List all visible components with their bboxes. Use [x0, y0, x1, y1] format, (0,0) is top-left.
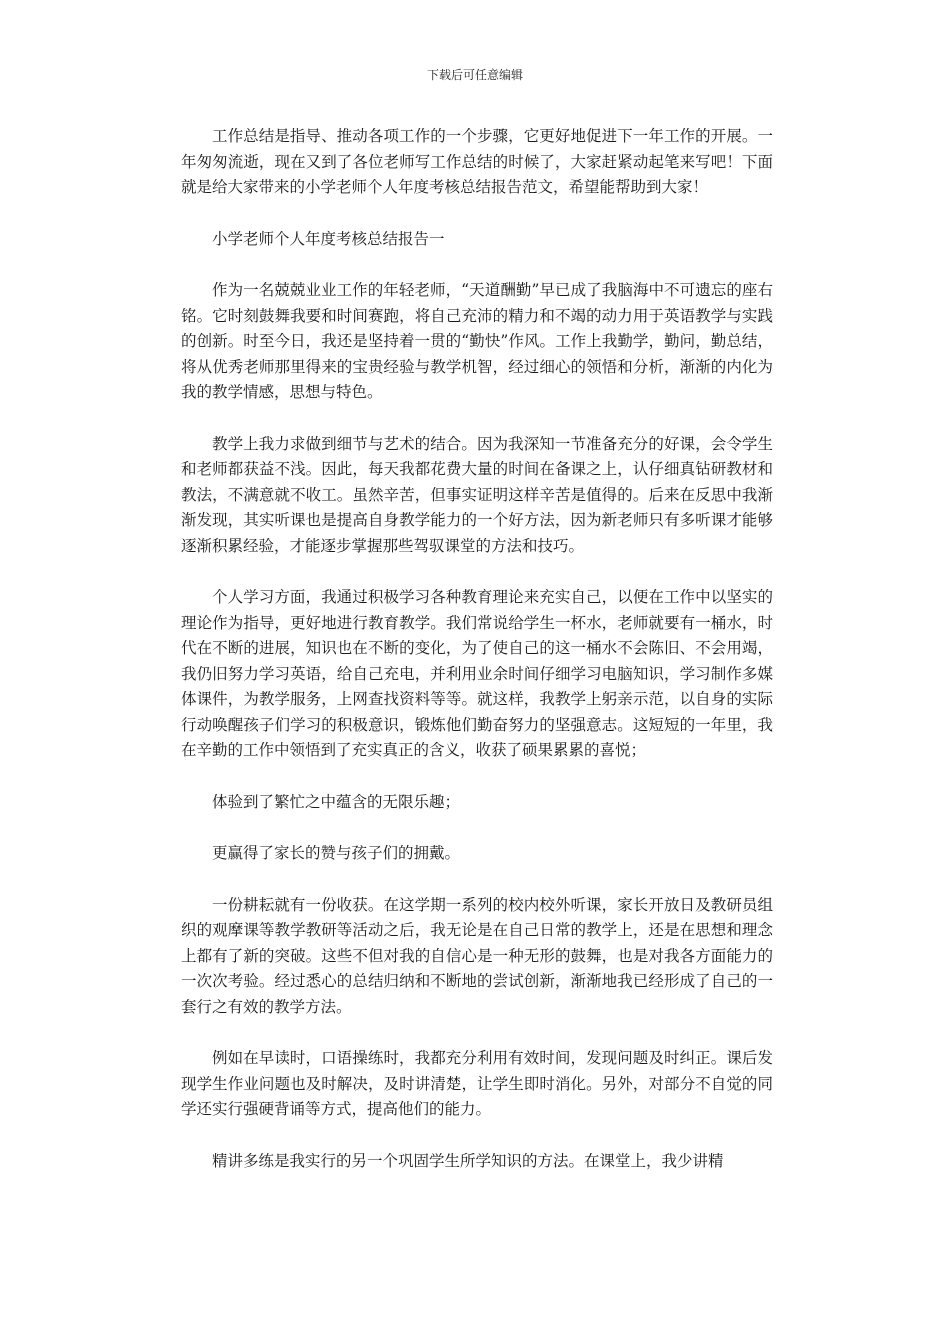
section-heading: 小学老师个人年度考核总结报告一 [212, 229, 445, 248]
document-body [181, 124, 773, 1200]
body-paragraph: 例如在早读时，口语操练时，我都充分利用有效时间，发现问题及时纠正。课后发现学生作业问题也及时解决，及时讲清楚，让学生即时消化。另外，对部分不自觉的同学还实行强硬背诵等方式，提高他们的能力。 [181, 1049, 773, 1118]
body-paragraph: 个人学习方面，我通过积极学习各种教育理论来充实自己，以便在工作中以坚实的理论作为指导，更好地进行教育教学。我们常说给学生一杯水，老师就要有一桶水，时代在不断的进展，知识也在不断的变化，为了使自己的这一桶水不会陈旧、不会用竭，我仍旧努力学习英语，给自己充电，并利用业余时间仔细学习电脑知识，学习制作多媒体课件，为教学服务，上网查找资料等等。就这样，我教学上躬亲示范，以自身的实际行动唤醒孩子们学习的积极意识，锻炼他们勤奋努力的坚强意志。这短短的一年里，我在辛勤的工作中领悟到了充实真正的含义，收获了硕果累累的喜悦； [181, 588, 773, 759]
body-paragraph: 作为一名兢兢业业工作的年轻老师，“天道酬勤”早已成了我脑海中不可遗忘的座右铭。它时刻鼓舞我要和时间赛跑，将自己充沛的精力和不竭的动力用于英语教学与实践的创新。时至今日，我还是坚持着一贯的“勤快”作风。工作上我勤学，勤问，勤总结，将从优秀老师那里得来的宝贵经验与教学机智，经过细心的领悟和分析，渐渐的内化为我的教学情感，思想与特色。 [181, 281, 773, 401]
intro-paragraph: 工作总结是指导、推动各项工作的一个步骤，它更好地促进下一年工作的开展。一年匆匆流逝，现在又到了各位老师写工作总结的时候了，大家赶紧动起笔来写吧！下面就是给大家带来的小学老师个人年度考核总结报告范文，希望能帮助到大家！ [181, 127, 773, 196]
header-note: 下载后可任意编辑 [426, 68, 523, 82]
body-paragraph: 一份耕耘就有一份收获。在这学期一系列的校内校外听课，家长开放日及教研员组织的观摩课等教学教研等活动之后，我无论是在自己日常的教学上，还是在思想和理念上都有了新的突破。这些不但对我的自信心是一种无形的鼓舞，也是对我各方面能力的一次次考验。经过悉心的总结归纳和不断地的尝试创新，渐渐地我已经形成了自己的一套行之有效的教学方法。 [181, 895, 773, 1016]
body-paragraph: 精讲多练是我实行的另一个巩固学生所学知识的方法。在课堂上，我少讲精 [212, 1151, 724, 1170]
body-paragraph: 更赢得了家长的赞与孩子们的拥戴。 [212, 844, 461, 862]
body-paragraph: 教学上我力求做到细节与艺术的结合。因为我深知一节准备充分的好课，会令学生和老师都获益不浅。因此，每天我都花费大量的时间在备课之上，认仔细真钻研教材和教法，不满意就不收工。虽然辛苦，但事实证明这样辛苦是值得的。后来在反思中我渐渐发现，其实听课也是提高自身教学能力的一个好方法，因为新老师只有多听课才能够逐渐积累经验，才能逐步掌握那些驾驭课堂的方法和技巧。 [181, 434, 773, 555]
body-paragraph: 体验到了繁忙之中蕴含的无限乐趣； [212, 792, 461, 811]
